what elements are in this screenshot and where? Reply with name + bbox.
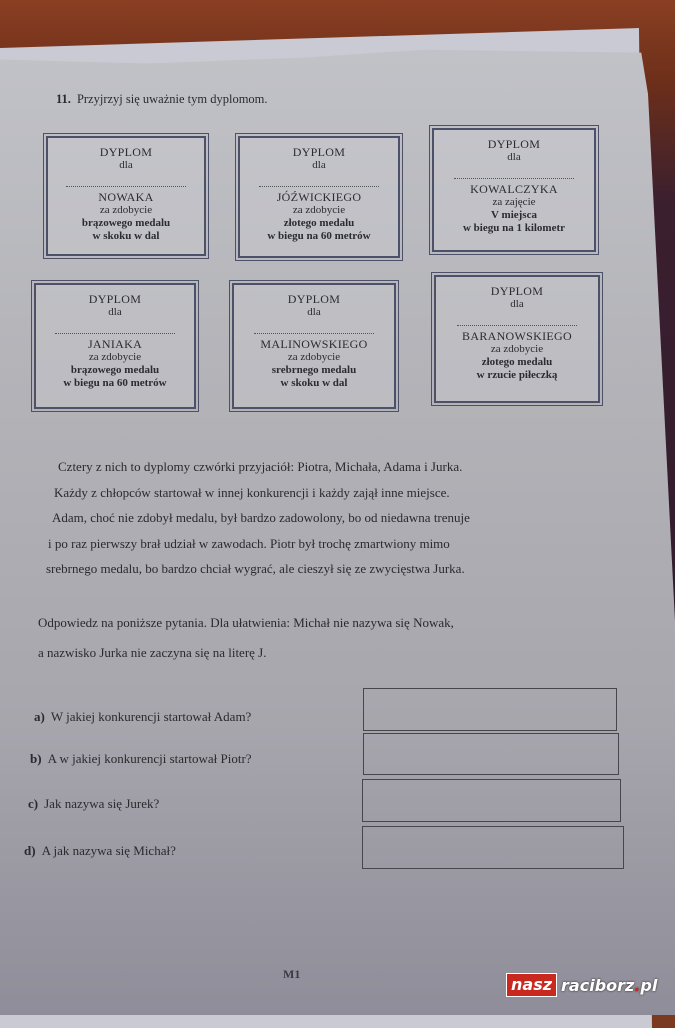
watermark-logo — [506, 973, 657, 997]
story-line: Adam, choć nie zdobył medalu, był bardzo zadowolony, bo od niedawna trenuje — [52, 510, 470, 525]
diploma-title: DYPLOM — [490, 284, 544, 298]
diploma-card — [238, 136, 400, 258]
diploma-for: dla — [307, 306, 321, 318]
diploma-name: BARANOWSKIEGO — [462, 329, 572, 343]
task-heading — [56, 92, 268, 107]
dotted-line — [259, 186, 379, 187]
story-line: Cztery z nich to dyplomy czwórki przyjaciół: Piotra, Michała, Adama i Jurka. — [58, 459, 463, 474]
diploma-card — [34, 283, 196, 409]
diploma-name: JÓŹWICKIEGO — [276, 190, 362, 204]
logo-domain-name: raciborz — [561, 975, 635, 995]
diploma-name: NOWAKA — [98, 190, 154, 204]
diploma-award: srebrnego medalu — [271, 364, 357, 376]
story-line: srebrnego medalu, bo bardzo chciał wygrać, ale cieszył się ze zwycięstwa Jurka. — [46, 561, 465, 576]
question-text: A jak nazywa się Michał? — [41, 843, 176, 858]
hint-paragraph — [38, 608, 454, 668]
diploma-title: DYPLOM — [292, 145, 346, 159]
diploma-phrase: za zdobycie — [88, 351, 142, 363]
question-d — [24, 843, 176, 859]
diploma-phrase: za zdobycie — [292, 204, 346, 216]
diploma-award: brązowego medalu — [81, 217, 171, 229]
question-c — [28, 796, 159, 812]
diploma-title: DYPLOM — [88, 292, 142, 306]
logo-dot: . — [634, 975, 641, 995]
diploma-title: DYPLOM — [487, 137, 541, 151]
task-instruction: Przyjrzyj się uważnie tym dyplomom. — [76, 92, 268, 106]
dotted-line — [457, 325, 577, 326]
diploma-card — [434, 275, 600, 403]
answer-box-b[interactable] — [363, 733, 619, 775]
diploma-name: KOWALCZYKA — [470, 182, 558, 196]
diploma-for: dla — [119, 159, 133, 171]
diploma-event: w biegu na 1 kilometr — [462, 222, 566, 234]
diploma-for: dla — [510, 298, 524, 310]
question-label: a) — [34, 709, 45, 724]
story-line: Każdy z chłopców startował w innej konkurencji i każdy zajął inne miejsce. — [54, 484, 450, 500]
diploma-event: w rzucie piłeczką — [476, 369, 558, 381]
diploma-card — [46, 136, 206, 256]
logo-part-domain — [561, 976, 657, 995]
diploma-phrase: za zdobycie — [99, 204, 153, 216]
question-label: b) — [30, 751, 42, 766]
page-code: M1 — [283, 967, 301, 981]
hint-line: Odpowiedz na poniższe pytania. Dla ułatwienia: Michał nie nazywa się Nowak, — [38, 615, 454, 630]
diploma-event: w biegu na 60 metrów — [267, 230, 371, 242]
answer-box-a[interactable] — [363, 688, 617, 731]
diploma-title: DYPLOM — [99, 145, 153, 159]
diploma-phrase: za zajęcie — [492, 196, 536, 208]
task-number: 11. — [56, 92, 71, 106]
story-line: i po raz pierwszy brał udział w zawodach. Piotr był trochę zmartwiony mimo — [48, 535, 450, 551]
dotted-line — [454, 178, 574, 179]
diploma-name: JANIAKA — [87, 337, 143, 351]
diploma-name: MALINOWSKIEGO — [260, 337, 368, 351]
answer-box-d[interactable] — [362, 826, 624, 869]
diploma-for: dla — [108, 306, 122, 318]
question-b — [30, 751, 252, 767]
question-label: c) — [28, 796, 39, 811]
dotted-line — [55, 333, 175, 334]
diploma-title: DYPLOM — [287, 292, 341, 306]
diploma-card — [432, 128, 596, 252]
logo-tld: pl — [640, 975, 658, 995]
question-a — [34, 709, 251, 725]
diploma-event: w skoku w dal — [92, 230, 160, 242]
dotted-line — [66, 186, 186, 187]
story-paragraph — [48, 454, 588, 582]
diploma-award: złotego medalu — [283, 217, 355, 229]
diploma-event: w biegu na 60 metrów — [63, 377, 167, 389]
question-text: A w jakiej konkurencji startował Piotr? — [47, 751, 252, 766]
question-text: W jakiej konkurencji startował Adam? — [50, 709, 252, 724]
diploma-event: w skoku w dal — [280, 377, 348, 389]
diploma-award: brązowego medalu — [70, 364, 160, 376]
diploma-award: złotego medalu — [481, 356, 553, 368]
question-label: d) — [24, 843, 36, 858]
diploma-for: dla — [312, 159, 326, 171]
dotted-line — [254, 333, 374, 334]
diploma-card — [232, 283, 396, 409]
diploma-for: dla — [507, 151, 521, 163]
answer-box-c[interactable] — [362, 779, 621, 822]
diploma-phrase: za zdobycie — [287, 351, 341, 363]
question-text: Jak nazywa się Jurek? — [44, 796, 160, 811]
hint-line: a nazwisko Jurka nie zaczyna się na literę J. — [38, 645, 267, 660]
diploma-phrase: za zdobycie — [490, 343, 544, 355]
logo-part-nasz: nasz — [506, 973, 557, 997]
diploma-award: V miejsca — [491, 209, 537, 221]
